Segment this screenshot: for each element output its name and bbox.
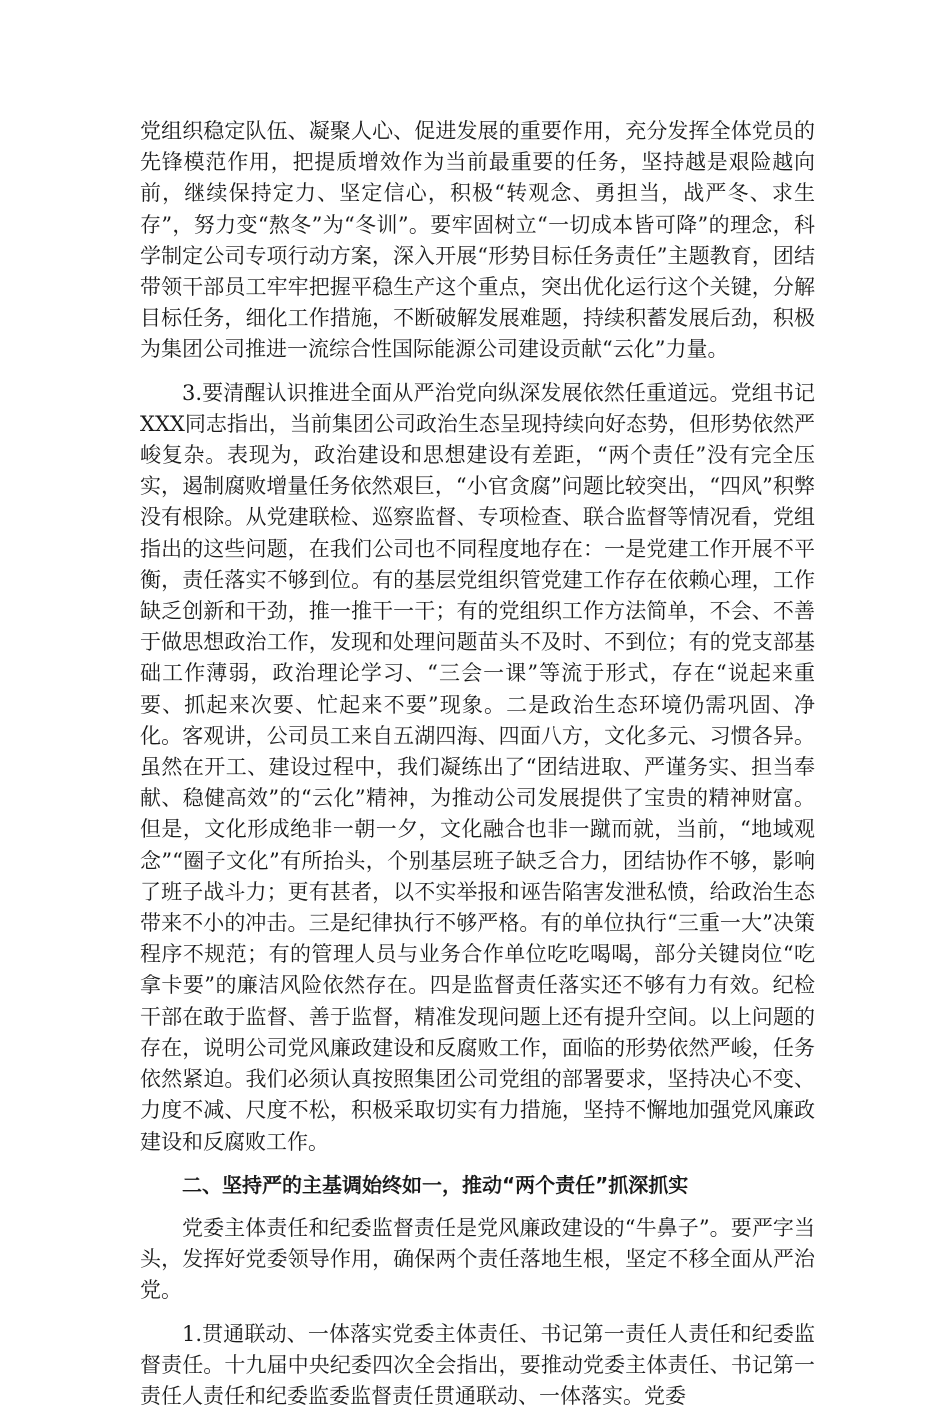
- section-heading-2: 二、坚持严的主基调始终如一，推动“两个责任”抓深抓实: [182, 1172, 689, 1197]
- paragraph-point-1: 1.贯通联动、一体落实党委主体责任、书记第一责任人责任和纪委监督责任。十九届中央纪委四次全会指出，要推动党委主体责任、书记第一责任人责任和纪委监委监督责任贯通联动、一体落实。党委: [140, 1321, 815, 1408]
- paragraph-point-3: 3.要清醒认识推进全面从严治党向纵深发展依然任重道远。党组书记XXX同志指出，当前集团公司政治生态呈现持续向好态势，但形势依然严峻复杂。表现为，政治建设和思想建设有差距，“两个责任”没有完全压实，遏制腐败增量任务依然艰巨，“小官贪腐”问题比较突出，“四风”积弊没有根除。从党建联检、巡察监督、专项检查、联合监督等情况看，党组指出的这些问题，在我们公司也不同程度地存在：一是党建工作开展不平衡，责任落实不够到位。有的基层党组织管党建工作存在依赖心理，工作缺乏创新和干劲，推一推干一干；有的党组织工作方法简单，不会、不善于做思想政治工作，发现和处理问题苗头不及时、不到位；有的党支部基础工作薄弱，政治理论学习、“三会一课”等流于形式，存在“说起来重要、抓起来次要、忙起来不要”现象。二是政治生态环境仍需巩固、净化。客观讲，公司员工来自五湖四海、四面八方，文化多元、习惯各异。虽然在开工、建设过程中，我们凝练出了“团结进取、严谨务实、担当奉献、稳健高效”的“云化”精神，为推动公司发展提供了宝贵的精神财富。但是，文化形成绝非一朝一夕，文化融合也非一蹴而就，当前，“地域观念”“圈子文化”有所抬头，个别基层班子缺乏合力，团结协作不够，影响了班子战斗力；更有甚者，以不实举报和诬告陷害发泄私愤，给政治生态带来不小的冲击。三是纪律执行不够严格。有的单位执行“三重一大”决策程序不规范；有的管理人员与业务合作单位吃吃喝喝，部分关键岗位“吃拿卡要”的廉洁风险依然存在。四是监督责任落实还不够有力有效。纪检干部在敢于监督、善于监督，精准发现问题上还有提升空间。以上问题的存在，说明公司党风廉政建设和反腐败工作，面临的形势依然严峻，任务依然紧迫。我们必须认真按照集团公司党组的部署要求，坚持决心不变、力度不减、尺度不松，积极采取切实有力措施，坚持不懈地加强党风廉政建设和反腐败工作。: [140, 380, 815, 1154]
- paragraph-section-intro: 党委主体责任和纪委监督责任是党风廉政建设的“牛鼻子”。要严字当头，发挥好党委领导作用，确保两个责任落地生根，坚定不移全面从严治党。: [140, 1215, 815, 1303]
- paragraph-continuation: 党组织稳定队伍、凝聚人心、促进发展的重要作用，充分发挥全体党员的先锋模范作用，把提质增效作为当前最重要的任务，坚持越是艰险越向前，继续保持定力、坚定信心，积极“转观念、勇担当，战严冬、求生存”，努力变“熬冬”为“冬训”。要牢固树立“一切成本皆可降”的理念，科学制定公司专项行动方案，深入开展“形势目标任务责任”主题教育，团结带领干部员工牢牢把握平稳生产这个重点，突出优化运行这个关键，分解目标任务，细化工作措施，不断破解发展难题，持续积蓄发展后劲，积极为集团公司推进一流综合性国际能源公司建设贡献“云化”力量。: [140, 119, 815, 362]
- document-body: [140, 116, 815, 1424]
